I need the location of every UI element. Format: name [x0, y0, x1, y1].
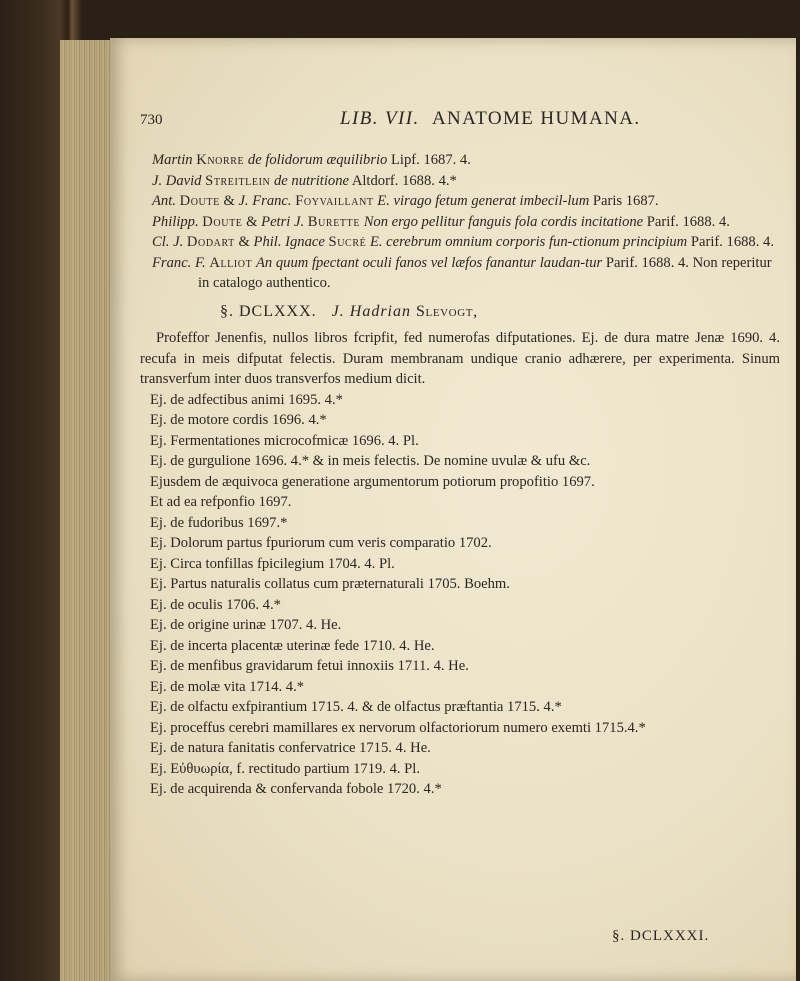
- work-item: Ej. de natura fanitatis confervatrice 1715. 4. He.: [150, 740, 431, 756]
- entry-name: Ant.: [152, 193, 176, 209]
- entry-title: Non ergo pellitur fanguis fola cordis incitatione: [363, 213, 644, 230]
- work-item: Ej. de acquirenda & confervanda fobole 1720. 4.*: [150, 781, 442, 797]
- bibliography-entry: [140, 212, 780, 233]
- running-header: [140, 108, 780, 138]
- bibliography-entry: [140, 191, 780, 212]
- catchword: §. DCLXXXI.: [612, 928, 710, 944]
- work-item: Ej. de menfibus gravidarum fetui innoxiis 1711. 4. He.: [150, 658, 469, 674]
- entry-title: E. virago fetum generat imbecil-lum: [377, 193, 590, 209]
- entry-name2: Phil. Ignace: [253, 234, 325, 250]
- entry-author: Streitlein: [205, 172, 271, 189]
- work-item: Ej. proceffus cerebri mamillares ex nervorum olfactoriorum numero exemti 1715.4.*: [150, 719, 646, 736]
- work-item: Ej. Εὐθυωρία, f. rectitudo partium 1719. 4. Pl.: [150, 760, 420, 777]
- work-item: Ej. de motore cordis 1696. 4.*: [150, 412, 327, 428]
- entry-name: Martin: [152, 152, 193, 168]
- work-item: Ej. de origine urinæ 1707. 4. He.: [150, 617, 342, 633]
- running-title: [340, 108, 640, 130]
- entry-name2: J. Franc.: [238, 193, 292, 209]
- entry-rest: Parif. 1688. 4.: [690, 234, 774, 250]
- entry-rest: Paris 1687.: [592, 193, 659, 209]
- entry-amp: &: [238, 234, 250, 250]
- work-item: Ej. de gurgulione 1696. 4.* & in meis felectis. De nomine uvulæ & ufu &c.: [150, 453, 591, 469]
- entry-title: An quum fpectant oculi fanos vel læfos fanantur laudan-tur: [256, 254, 603, 271]
- work-item: Et ad ea refponfio 1697.: [150, 494, 292, 510]
- bibliography-entry: [140, 232, 780, 253]
- entry-author: Doute: [202, 213, 243, 230]
- work-item: Ej. de molæ vita 1714. 4.*: [150, 678, 305, 695]
- entry-amp: &: [223, 193, 235, 209]
- entry-rest: Parif. 1688. 4. Non reperitur in catalogo authentico.: [198, 254, 772, 291]
- work-item: Ej. Dolorum partus fpuriorum cum veris comparatio 1702.: [150, 535, 492, 551]
- work-item: Ej. Fermentationes microcofmicæ 1696. 4. Pl.: [150, 432, 419, 449]
- entry-title: de nutritione: [273, 172, 349, 189]
- section-person-name: J. Hadrian: [331, 302, 411, 320]
- entry-name: Franc. F.: [152, 254, 206, 271]
- entry-author: Doute: [179, 193, 220, 209]
- running-title-lib: LIB. VII.: [340, 108, 420, 129]
- page-body: [140, 150, 780, 800]
- work-item: Ej. de oculis 1706. 4.*: [150, 596, 281, 613]
- entry-amp: &: [246, 213, 258, 230]
- entry-rest: Parif. 1688. 4.: [646, 213, 730, 230]
- entry-author2: Burette: [307, 213, 361, 230]
- work-item: Ejusdem de æquivoca generatione argumentorum potiorum propofitio 1697.: [150, 473, 595, 490]
- entry-name2: Petri J.: [261, 213, 305, 230]
- entry-name: Philipp.: [152, 213, 199, 230]
- entry-title: de folidorum æquilibrio: [247, 152, 388, 168]
- work-item: Ej. Partus naturalis collatus cum præternaturali 1705. Boehm.: [150, 576, 510, 592]
- works-list: [140, 390, 780, 800]
- biography-paragraph: Profeffor Jenenfis, nullos libros fcripfit, fed numerofas difputationes. Ej. de dura matre Jenæ 1690. 4. recufa in meis difputat felectis. Duram membranam undique cranio adhærere, per experimenta. Sinum transverfum inter duos transverfos medium dicit.: [140, 330, 780, 387]
- entry-list: [140, 150, 780, 294]
- bibliography-entry: [140, 171, 780, 192]
- entry-author2: Foyvaillant: [295, 193, 374, 209]
- entry-author: Alliot: [209, 254, 253, 271]
- entry-rest: Altdorf. 1688. 4.*: [351, 172, 457, 189]
- section-label: §. DCLXXX.: [220, 302, 317, 320]
- running-title-main: ANATOME HUMANA.: [431, 108, 641, 129]
- work-item: Ej. de fudoribus 1697.*: [150, 514, 288, 531]
- work-item: Ej. de olfactu exfpirantium 1715. 4. & de olfactus præftantia 1715. 4.*: [150, 699, 562, 715]
- bibliography-entry: [140, 253, 780, 294]
- section-person-author: Slevogt,: [416, 302, 478, 320]
- entry-author2: Sucré: [328, 234, 367, 250]
- work-item: Ej. de incerta placentæ uterinæ fede 1710. 4. He.: [150, 637, 435, 654]
- work-item: Ej. de adfectibus animi 1695. 4.*: [150, 391, 343, 408]
- entry-author: Dodart: [186, 234, 235, 250]
- bibliography-entry: [140, 150, 780, 171]
- entry-name: Cl. J.: [152, 234, 184, 250]
- entry-rest: Lipf. 1687. 4.: [391, 152, 471, 168]
- page-number: 730: [140, 112, 163, 128]
- section-heading: [140, 302, 780, 323]
- entry-title: E. cerebrum omnium corporis fun-ctionum principium: [369, 234, 688, 250]
- entry-name: J. David: [152, 172, 202, 189]
- work-item: Ej. Circa tonfillas fpicilegium 1704. 4. Pl.: [150, 555, 395, 572]
- entry-author: Knorre: [196, 152, 245, 168]
